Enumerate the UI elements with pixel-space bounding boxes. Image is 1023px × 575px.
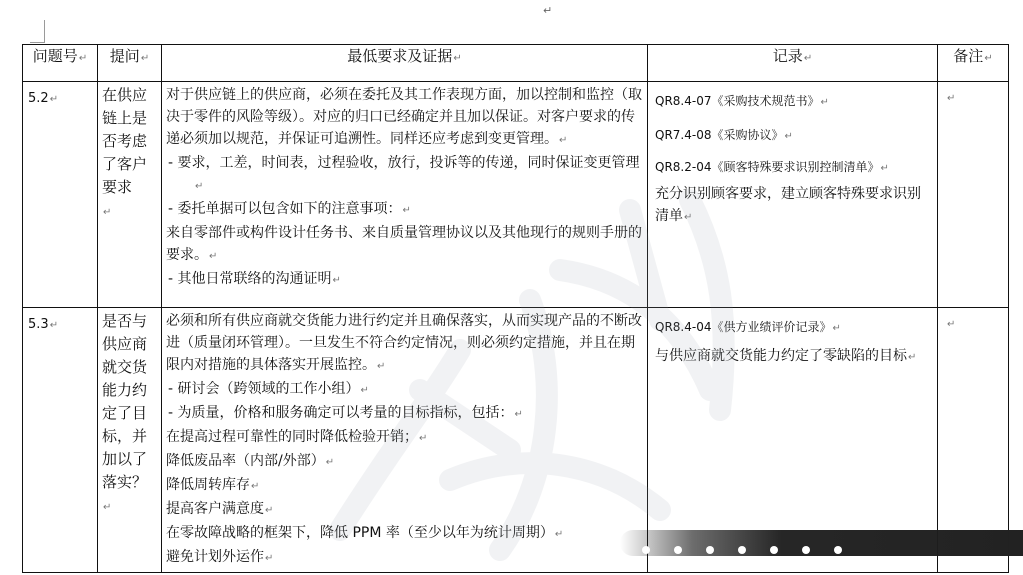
- overlay-dots: [642, 539, 866, 547]
- record-line: QR8.4-07《采购技术规范书》↵: [655, 94, 829, 108]
- requirement-line: - 其他日常联络的沟通证明↵: [168, 271, 341, 287]
- cell-notes: ↵: [938, 82, 1009, 308]
- requirement-line: 降低周转库存↵: [166, 477, 260, 493]
- requirement-line: - 委托单据可以包含如下的注意事项：↵: [168, 201, 411, 217]
- record-line: QR8.2-04《顾客特殊要求识别控制清单》↵: [655, 160, 889, 174]
- requirement-line: - 研讨会（跨领域的工作小组）↵: [168, 381, 369, 397]
- record-line: 与供应商就交货能力约定了零缺陷的目标↵: [655, 348, 917, 364]
- cell-question-no: 5.3↵: [23, 308, 98, 573]
- record-line: QR8.4-04《供方业绩评价记录》↵: [655, 320, 841, 334]
- requirement-line: - 为质量，价格和服务确定可以考量的目标指标，包括：↵: [168, 405, 523, 421]
- cell-requirements: [162, 82, 648, 308]
- header-question-no: 问题号↵: [23, 45, 98, 82]
- cell-question-no: 5.2↵: [23, 82, 98, 308]
- header-records: 记录↵: [648, 45, 938, 82]
- header-notes: 备注↵: [938, 45, 1009, 82]
- overlay-bar: [620, 530, 1023, 556]
- requirement-line: 提高客户满意度↵: [166, 501, 274, 517]
- cell-requirements: [162, 308, 648, 573]
- requirement-line: 来自零部件或构件设计任务书、来自质量管理协议以及其他现行的规则手册的要求。↵: [166, 225, 642, 263]
- header-requirements: 最低要求及证据↵: [162, 45, 648, 82]
- record-line: 充分识别顾客要求，建立顾客特殊要求识别清单↵: [655, 186, 921, 224]
- requirement-line: 降低废品率（内部/外部）↵: [166, 453, 335, 469]
- requirement-line: 避免计划外运作↵: [166, 549, 274, 565]
- requirement-line: - 要求，工差，时间表，过程验收，放行，投诉等的传递，同时保证变更管理↵: [168, 155, 640, 192]
- header-question: 提问↵: [98, 45, 162, 82]
- cell-notes: ↵: [938, 308, 1009, 573]
- requirement-line: 在零故障战略的框架下，降低 PPM 率（至少以年为统计周期）↵: [166, 525, 564, 541]
- table-header-row: [23, 45, 1009, 82]
- table-row: [23, 82, 1009, 308]
- cell-question: 在供应链上是否考虑了客户要求 ↵: [98, 82, 162, 308]
- requirement-line: 对于供应链上的供应商，必须在委托及其工作表现方面，加以控制和监控（取决于零件的风险等级）。对应的归口已经确定并且加以保证。对客户要求的传递必须加以规范，并保证可追溯性。同样还应考虑到变更管理。↵: [166, 87, 642, 147]
- cell-records: [648, 82, 938, 308]
- page-corner-mark: [30, 20, 45, 43]
- requirement-line: 必须和所有供应商就交货能力进行约定并且确保落实，从而实现产品的不断改进（质量闭环管理）。一旦发生不符合约定情况，则必须约定措施，并且在期限内对措施的具体落实开展监控。↵: [166, 313, 642, 373]
- cell-question: 是否与供应商就交货能力约定了目标，并加以了落实？ ↵: [98, 308, 162, 573]
- paragraph-mark: ↵: [543, 4, 553, 17]
- requirement-line: 在提高过程可靠性的同时降低检验开销；↵: [166, 429, 428, 445]
- record-line: QR7.4-08《采购协议》↵: [655, 128, 793, 142]
- audit-table: [22, 44, 1009, 573]
